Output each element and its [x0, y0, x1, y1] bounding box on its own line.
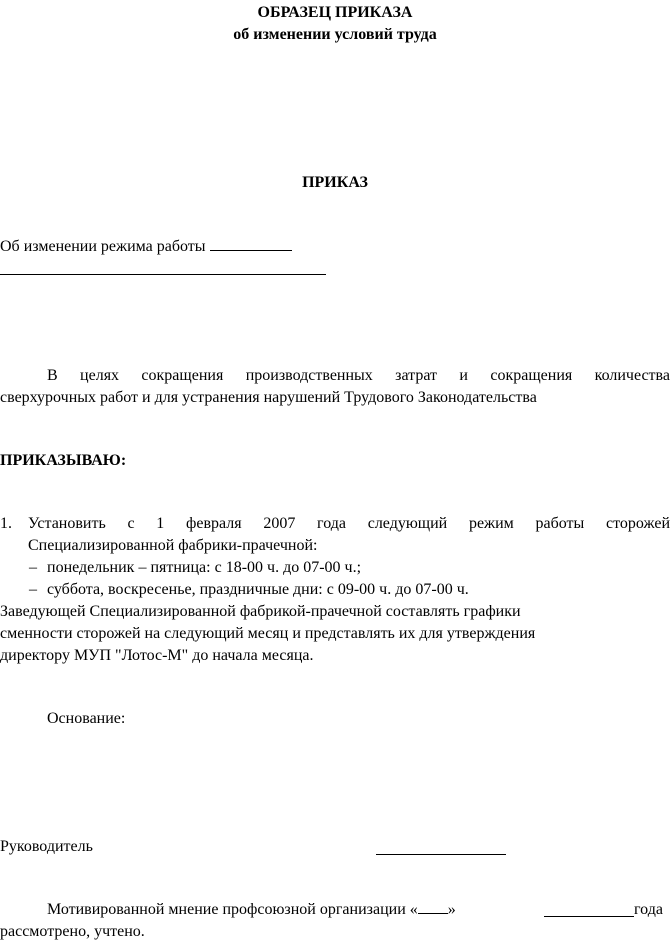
union-line-1 — [47, 899, 456, 921]
item-line-1: Установить с 1 февраля 2007 года следующий режим работы сторожей — [28, 515, 670, 532]
item-line-2: Специализированной фабрики-прачечной: — [28, 537, 318, 554]
item-number: 1. — [0, 515, 12, 532]
signature-blank — [376, 854, 506, 855]
signature-role: Руководитель — [0, 838, 93, 855]
document-subtitle: об изменении условий труда — [233, 26, 437, 43]
schedule-line-1: Заведующей Специализированной фабрикой-прачечной составлять графики — [0, 603, 521, 620]
union-mid: » — [447, 901, 456, 918]
preamble-line-1: В целях сокращения производственных затрат и сокращения количества — [47, 367, 670, 384]
subject-blank — [210, 236, 292, 251]
union-day-blank — [418, 899, 448, 914]
subject-underline — [0, 274, 326, 275]
subject-line — [0, 236, 292, 258]
schedule-line-2: сменности сторожей на следующий месяц и представлять их для утверждения — [0, 625, 536, 642]
basis-label: Основание: — [47, 710, 126, 727]
subject-text: Об изменении режима работы — [0, 238, 206, 255]
schedule-line-3: директору МУП "Лотос-М" до начала месяца. — [0, 647, 314, 664]
order-title: ПРИКАЗ — [302, 174, 368, 191]
bullet-dash-1: – — [29, 559, 37, 576]
bullet-dash-2: – — [29, 581, 37, 598]
union-prefix: Мотивированной мнение профсоюзной организации « — [47, 901, 418, 918]
union-suffix: года — [634, 901, 663, 918]
union-line-2: рассмотрено, учтено. — [0, 923, 145, 940]
union-month-blank — [544, 916, 634, 917]
preamble-line-2: сверхурочных работ и для устранения нарушений Трудового Законодательства — [0, 389, 537, 406]
order-word: ПРИКАЗЫВАЮ: — [0, 452, 127, 469]
document-title: ОБРАЗЕЦ ПРИКАЗА — [257, 4, 413, 21]
bullet-weekdays: понедельник – пятница: с 18-00 ч. до 07-00 ч.; — [47, 559, 362, 576]
bullet-weekends: суббота, воскресенье, праздничные дни: с 09-00 ч. до 07-00 ч. — [47, 581, 469, 598]
